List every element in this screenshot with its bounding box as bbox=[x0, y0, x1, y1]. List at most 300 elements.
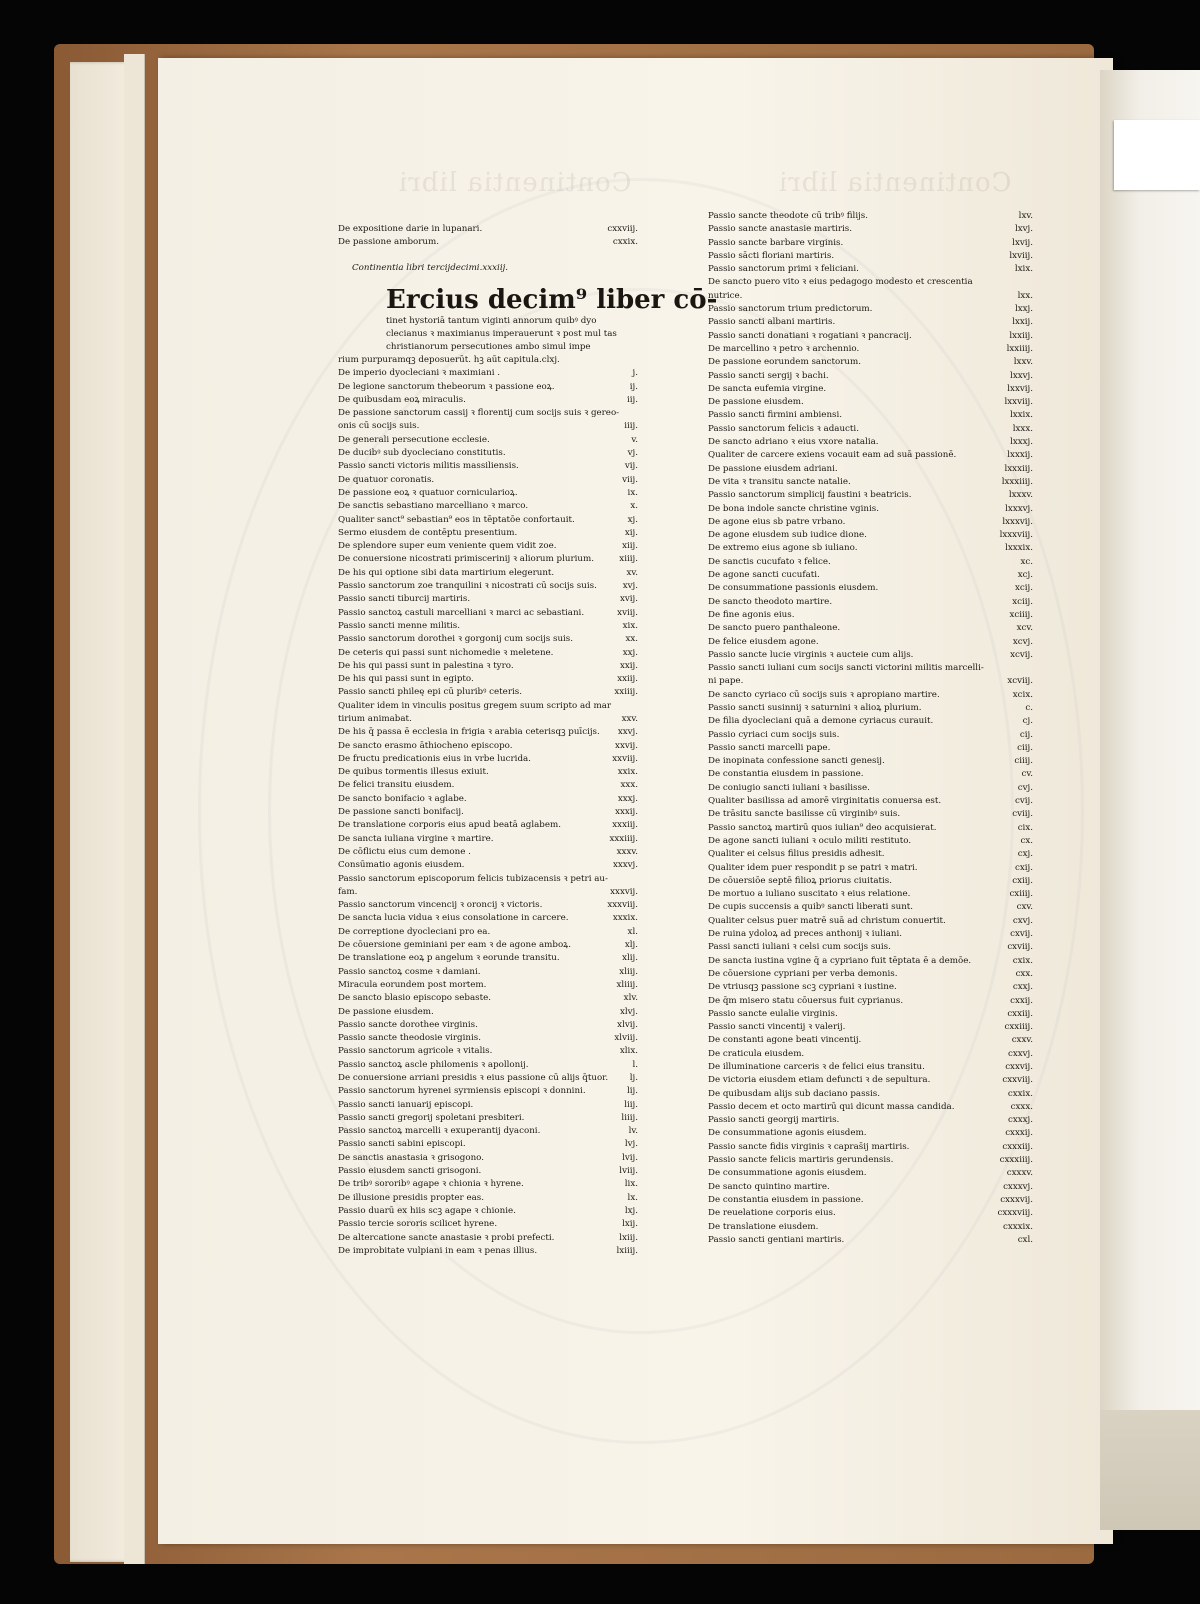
chapter-entry bbox=[338, 819, 638, 832]
chapter-entry bbox=[708, 556, 1033, 569]
chapter-entry bbox=[338, 859, 638, 872]
chapter-number: xcj. bbox=[1017, 570, 1033, 581]
chapter-entry bbox=[338, 660, 638, 673]
chapter-entry bbox=[338, 1099, 638, 1112]
chapter-title: De correptione dyocleciani pro ea. bbox=[338, 926, 491, 937]
chapter-number: xxxv. bbox=[616, 846, 638, 857]
chapter-title: De craticula eiusdem. bbox=[708, 1048, 805, 1059]
chapter-title: De mortuo a iuliano suscitato ꝛ eius relatione. bbox=[708, 889, 911, 900]
chapter-title: Passio duarū ex hiis scꝫ agape ꝛ chionie. bbox=[338, 1205, 516, 1216]
chapter-entry bbox=[708, 848, 1033, 861]
chapter-number: lxxxv. bbox=[1008, 490, 1033, 501]
chapter-entry bbox=[338, 846, 638, 859]
chapter-number: lxix. bbox=[1014, 264, 1033, 275]
chapter-number: xxxiiij. bbox=[609, 833, 638, 844]
chapter-entry bbox=[708, 370, 1033, 383]
chapter-title: Passio sancte barbare virginis. bbox=[708, 237, 844, 248]
chapter-entry bbox=[338, 367, 638, 380]
chapter-title: Qualiter basilissa ad amorē virginitatis conuersa est. bbox=[708, 796, 942, 807]
flyleaf-left bbox=[70, 62, 130, 1562]
chapter-entry bbox=[338, 1138, 638, 1151]
chapter-number: lxxxiiij. bbox=[1001, 476, 1033, 487]
chapter-entry bbox=[338, 1072, 638, 1085]
chapter-entry bbox=[708, 888, 1033, 901]
chapter-title: De filia dyocleciani quā a demone cyriacus curauit. bbox=[708, 716, 934, 727]
chapter-number: xcvj. bbox=[1012, 636, 1033, 647]
chapter-entry bbox=[338, 500, 638, 513]
chapter-number: cxiij. bbox=[1012, 875, 1033, 886]
chapter-entry bbox=[338, 1019, 638, 1032]
chapter-entry bbox=[338, 1245, 638, 1258]
chapter-entry bbox=[708, 1127, 1033, 1140]
chapter-title: De quatuor coronatis. bbox=[338, 474, 435, 485]
chapter-number: cxiiij. bbox=[1009, 889, 1033, 900]
chapter-title: De trāsitu sancte basilisse cū virginibꝰ suis. bbox=[708, 809, 901, 820]
book-title-block bbox=[338, 284, 718, 315]
chapter-number: xxvj. bbox=[617, 727, 638, 738]
chapter-entry bbox=[708, 1048, 1033, 1061]
chapter-number: xv. bbox=[626, 567, 638, 578]
chapter-number: xlj. bbox=[624, 940, 638, 951]
chapter-title: De ceteris qui passi sunt nichomedie ꝛ meletene. bbox=[338, 647, 554, 658]
chapter-number: cxxx. bbox=[1010, 1101, 1033, 1112]
chapter-number: cxx. bbox=[1015, 968, 1033, 979]
chapter-number: lx. bbox=[627, 1192, 638, 1203]
chapter-number: xcviij. bbox=[1007, 676, 1033, 687]
chapter-title: Passio sanctorum dorothei ꝛ gorgonij cum socijs suis. bbox=[338, 634, 574, 645]
chapter-entry bbox=[338, 1218, 638, 1231]
chapter-title: De his qui passi sunt in palestina ꝛ tyro. bbox=[338, 660, 514, 671]
chapter-title: De inopinata confessione sancti genesij. bbox=[708, 756, 885, 767]
chapter-number: lxxij. bbox=[1012, 317, 1033, 328]
chapter-entry bbox=[338, 633, 638, 646]
chapter-title: Passio sanctorum simplicij faustini ꝛ beatricis. bbox=[708, 490, 912, 501]
chapter-title: Passio sancti gregorij spoletani presbiteri. bbox=[338, 1112, 525, 1123]
show-through-heading-left: Continentia libri bbox=[398, 168, 632, 198]
chapter-number: lxij. bbox=[622, 1219, 638, 1230]
chapter-title: tirium animabat. bbox=[338, 713, 412, 724]
chapter-list-left bbox=[338, 367, 638, 1258]
chapter-number: lxxiiij. bbox=[1006, 343, 1033, 354]
chapter-entry bbox=[708, 968, 1033, 981]
chapter-title: De q̄m misero statu cōuersus fuit cyprianus. bbox=[708, 995, 904, 1006]
chapter-number: lxviij. bbox=[1009, 250, 1033, 261]
chapter-title: De sancto bonifacio ꝛ aglabe. bbox=[338, 793, 467, 804]
chapter-number: cxxxij. bbox=[1005, 1128, 1033, 1139]
chapter-entry bbox=[338, 1085, 638, 1098]
chapter-entry bbox=[338, 979, 638, 992]
chapter-title: De sancto puero vito ꝛ eius pedagogo modesto et crescentia bbox=[708, 277, 973, 288]
chapter-number: iij. bbox=[626, 394, 638, 405]
chapter-title: De sanctis sebastiano marcelliano ꝛ marco. bbox=[338, 501, 529, 512]
chapter-title: De improbitate vulpiani in eam ꝛ penas illius. bbox=[338, 1245, 538, 1256]
chapter-title: De conuersione nicostrati primiscerinij ꝛ aliorum plurium. bbox=[338, 554, 594, 565]
chapter-title: Passio sancti vincentij ꝛ valerij. bbox=[708, 1022, 846, 1033]
chapter-entry bbox=[338, 793, 638, 806]
chapter-number: cxxj. bbox=[1012, 982, 1033, 993]
chapter-title: De felice eiusdem agone. bbox=[708, 636, 819, 647]
chapter-number: cxvj. bbox=[1012, 915, 1033, 926]
facing-page-bottom bbox=[1100, 1410, 1200, 1530]
chapter-title: Qualiter sanct⁹ sebastian⁹ eos in tēptatōe confortauit. bbox=[338, 514, 575, 525]
chapter-number: ij. bbox=[629, 381, 638, 392]
chapter-title: De extremo eius agone sb iuliano. bbox=[708, 543, 858, 554]
chapter-number: cxxvj. bbox=[1007, 1048, 1033, 1059]
chapter-number: xxxvij. bbox=[610, 886, 638, 897]
chapter-title: De sanctis anastasia ꝛ grisogono. bbox=[338, 1152, 485, 1163]
chapter-number: xlviij. bbox=[614, 1033, 638, 1044]
chapter-number: lxiiij. bbox=[616, 1245, 638, 1256]
chapter-entry bbox=[338, 899, 638, 912]
chapter-title: Passio sancte lucie virginis ꝛ aucteie cum alijs. bbox=[708, 649, 914, 660]
chapter-number: xliiij. bbox=[616, 979, 638, 990]
chapter-title: Passio sancti firmini ambiensi. bbox=[708, 410, 843, 421]
chapter-title: De constantia eiusdem in passione. bbox=[708, 769, 864, 780]
chapter-entry bbox=[708, 582, 1033, 595]
chapter-title: Passio decem et octo martirū qui dicunt massa candida. bbox=[708, 1101, 955, 1112]
chapter-title: Passio sancte dorothee virginis. bbox=[338, 1019, 478, 1030]
chapter-entry bbox=[338, 514, 638, 527]
chapter-title: Passio sancti tiburcij martiris. bbox=[338, 594, 471, 605]
chapter-number: l. bbox=[632, 1059, 638, 1070]
chapter-entry bbox=[338, 873, 638, 886]
chapter-entry bbox=[338, 700, 638, 713]
chapter-number: lxxxj. bbox=[1010, 437, 1033, 448]
chapter-entry bbox=[708, 1114, 1033, 1127]
flyleaf-edge bbox=[124, 54, 145, 1564]
chapter-title: De agone sancti iuliani ꝛ oculo militi restituto. bbox=[708, 835, 912, 846]
chapter-number: xlvj. bbox=[619, 1006, 638, 1017]
chapter-entry bbox=[708, 901, 1033, 914]
chapter-title: Passio sanctorum primi ꝛ feliciani. bbox=[708, 264, 859, 275]
chapter-title: Passio sanctoꝝ ascle philomenis ꝛ apollonij. bbox=[338, 1059, 529, 1070]
chapter-number: cxxxiij. bbox=[1002, 1141, 1033, 1152]
chapter-number: lxxxij. bbox=[1007, 450, 1033, 461]
chapter-number: xcv. bbox=[1016, 623, 1033, 634]
chapter-number: xxxvj. bbox=[612, 860, 638, 871]
chapter-number: cx. bbox=[1020, 835, 1033, 846]
facing-page-edge bbox=[1100, 70, 1200, 1530]
chapter-title: Miracula eorundem post mortem. bbox=[338, 979, 487, 990]
contents-column-right bbox=[708, 210, 1033, 1247]
chapter-title: Passio sancti albani martiris. bbox=[708, 317, 836, 328]
chapter-entry bbox=[708, 396, 1033, 409]
chapter-number: ciij. bbox=[1017, 742, 1033, 753]
chapter-title: Passio sancti marcelli pape. bbox=[708, 742, 831, 753]
chapter-entry bbox=[708, 1221, 1033, 1234]
chapter-number: xxxix. bbox=[612, 913, 638, 924]
chapter-entry bbox=[338, 766, 638, 779]
contents-heading: Continentia libri tercijdecimi.xxxiij. bbox=[352, 262, 509, 273]
chapter-title: De consummatione agonis eiusdem. bbox=[708, 1168, 867, 1179]
chapter-title: Passio sanctorum episcoporum felicis tubizacensis ꝛ petri au- bbox=[338, 873, 608, 884]
chapter-number: cxv. bbox=[1016, 902, 1033, 913]
chapter-title: De bona indole sancte christine vginis. bbox=[708, 503, 879, 514]
chapter-entry bbox=[338, 223, 638, 236]
chapter-number: vij. bbox=[624, 461, 638, 472]
chapter-entry bbox=[708, 915, 1033, 928]
chapter-entry bbox=[338, 966, 638, 979]
chapter-entry bbox=[708, 263, 1033, 276]
chapter-number: cvj. bbox=[1017, 782, 1033, 793]
chapter-title: De sancto theodoto martire. bbox=[708, 596, 833, 607]
chapter-entry bbox=[338, 886, 638, 899]
chapter-title: De consummatione agonis eiusdem. bbox=[708, 1128, 867, 1139]
chapter-entry bbox=[338, 740, 638, 753]
chapter-title: De generali persecutione ecclesie. bbox=[338, 434, 490, 445]
chapter-title: Passio sancti sabini episcopi. bbox=[338, 1139, 466, 1150]
chapter-title: De passione eiusdem adriani. bbox=[708, 463, 838, 474]
chapter-title: De quibusdam alijs sub daciano passis. bbox=[708, 1088, 880, 1099]
chapter-entry bbox=[338, 686, 638, 699]
chapter-title: Passio sancti iuliani cum socijs sancti victorini militis marcelli- bbox=[708, 663, 984, 674]
chapter-entry bbox=[708, 1021, 1033, 1034]
chapter-number: ciiij. bbox=[1014, 756, 1033, 767]
chapter-number: xxxiij. bbox=[612, 820, 638, 831]
chapter-entry bbox=[338, 952, 638, 965]
chapter-entry bbox=[338, 527, 638, 540]
chapter-title: De sancto quintino martire. bbox=[708, 1181, 830, 1192]
chapter-title: De sancta eufemia virgine. bbox=[708, 383, 827, 394]
chapter-number: lij. bbox=[626, 1086, 638, 1097]
chapter-entry bbox=[338, 992, 638, 1005]
chapter-number: cxxxvj. bbox=[1003, 1181, 1033, 1192]
chapter-title: Passio sancti ianuarij episcopi. bbox=[338, 1099, 474, 1110]
paper-tab bbox=[1114, 120, 1200, 190]
chapter-entry bbox=[338, 1125, 638, 1138]
chapter-title: Passio sancte theodosie virginis. bbox=[338, 1033, 481, 1044]
chapter-number: cxxxix. bbox=[1002, 1221, 1033, 1232]
chapter-number: xviij. bbox=[617, 607, 638, 618]
chapter-entry bbox=[338, 567, 638, 580]
chapter-number: lxxix. bbox=[1009, 410, 1033, 421]
chapter-entry bbox=[708, 955, 1033, 968]
chapter-title: De consummatione passionis eiusdem. bbox=[708, 583, 879, 594]
chapter-title: De imperio dyocleciani ꝛ maximiani . bbox=[338, 368, 501, 379]
chapter-title: Passio sanctorum zoe tranquilini ꝛ nicostrati cū socijs suis. bbox=[338, 581, 597, 592]
chapter-entry bbox=[708, 875, 1033, 888]
chapter-number: cvij. bbox=[1014, 796, 1033, 807]
chapter-entry bbox=[338, 487, 638, 500]
chapter-entry bbox=[708, 941, 1033, 954]
chapter-entry bbox=[708, 1141, 1033, 1154]
chapter-number: xx. bbox=[625, 634, 638, 645]
chapter-entry bbox=[708, 1034, 1033, 1047]
chapter-entry bbox=[708, 1234, 1033, 1247]
chapter-title: De cōuersiōe septē filioꝝ priorus ciuitatis. bbox=[708, 875, 893, 886]
chapter-entry bbox=[338, 1232, 638, 1245]
chapter-number: lxxiij. bbox=[1009, 330, 1033, 341]
chapter-number: lxx. bbox=[1017, 290, 1033, 301]
chapter-number: ix. bbox=[627, 487, 638, 498]
chapter-entry bbox=[708, 1101, 1033, 1114]
chapter-entry bbox=[708, 755, 1033, 768]
chapter-entry bbox=[338, 806, 638, 819]
chapter-number: xcij. bbox=[1015, 583, 1033, 594]
chapter-entry bbox=[708, 782, 1033, 795]
chapter-entry bbox=[708, 237, 1033, 250]
chapter-number: lvj. bbox=[624, 1139, 638, 1150]
chapter-entry bbox=[708, 476, 1033, 489]
chapter-title: De illusione presidis propter eas. bbox=[338, 1192, 485, 1203]
chapter-number: xxxj. bbox=[617, 793, 638, 804]
chapter-title: De passione eoꝝ ꝛ quatuor cornicularioꝝ. bbox=[338, 487, 518, 498]
chapter-title: De sancto erasmo āthiocheno episcopo. bbox=[338, 740, 513, 751]
chapter-entry bbox=[708, 1154, 1033, 1167]
chapter-number: xj. bbox=[627, 514, 638, 525]
chapter-title: Passio sanctoꝝ martirū quos iulian⁹ deo acquisierat. bbox=[708, 822, 937, 833]
chapter-title: De tribꝰ sororibꝰ agape ꝛ chionia ꝛ hyrene. bbox=[338, 1179, 524, 1190]
chapter-entry bbox=[708, 636, 1033, 649]
chapter-number: lxxxvij. bbox=[1002, 516, 1033, 527]
chapter-entry bbox=[708, 609, 1033, 622]
chapter-entry bbox=[708, 210, 1033, 223]
chapter-number: cxix. bbox=[1012, 955, 1033, 966]
chapter-entry bbox=[338, 1112, 638, 1125]
chapter-entry bbox=[708, 835, 1033, 848]
chapter-title: De legione sanctorum thebeorum ꝛ passione eoꝝ. bbox=[338, 381, 555, 392]
chapter-title: Qualiter de carcere exiens vocauit eam ad suā passionē. bbox=[708, 450, 957, 461]
chapter-title: Passio sancti menne militis. bbox=[338, 620, 460, 631]
chapter-title: De splendore super eum veniente quem vidit zoe. bbox=[338, 541, 557, 552]
chapter-number: lxxvj. bbox=[1010, 370, 1033, 381]
chapter-title: Passio sanctorum trium predictorum. bbox=[708, 304, 873, 315]
chapter-title: De constantia eiusdem in passione. bbox=[708, 1194, 864, 1205]
chapter-entry bbox=[708, 569, 1033, 582]
chapter-title: Passio sanctoꝝ castuli marcelliani ꝛ marci ac sebastiani. bbox=[338, 607, 585, 618]
chapter-number: cxxiiij. bbox=[1004, 1022, 1033, 1033]
chapter-number: cxxv. bbox=[1011, 1035, 1033, 1046]
chapter-entry bbox=[708, 596, 1033, 609]
chapter-entry bbox=[338, 1059, 638, 1072]
chapter-entry bbox=[708, 649, 1033, 662]
chapter-number: xiiij. bbox=[619, 554, 638, 565]
chapter-title: Passio sancte felicis martiris gerundensis. bbox=[708, 1155, 894, 1166]
chapter-title: Qualiter idem in vinculis positus gregem suum scripto ad mar bbox=[338, 700, 612, 711]
chapter-entry bbox=[338, 939, 638, 952]
chapter-entry bbox=[338, 447, 638, 460]
chapter-title: Passio sanctorum felicis ꝛ adaucti. bbox=[708, 423, 859, 434]
chapter-title: De cōuersione cypriani per verba demonis. bbox=[708, 968, 898, 979]
chapter-entry bbox=[708, 1088, 1033, 1101]
chapter-title: Passio sancte eulalie virginis. bbox=[708, 1008, 838, 1019]
chapter-title: De vtriusqꝫ passione scꝫ cypriani ꝛ iustine. bbox=[708, 982, 897, 993]
chapter-number: xxxviij. bbox=[607, 900, 638, 911]
chapter-entry bbox=[708, 449, 1033, 462]
chapter-title: De sancta iustina vgine q̄ a cypriano fuit tēptata ē a demōe. bbox=[708, 955, 972, 966]
chapter-title: De agone eius sb patre vrbano. bbox=[708, 516, 846, 527]
chapter-entry bbox=[338, 926, 638, 939]
chapter-number: lxxj. bbox=[1014, 304, 1033, 315]
chapter-entry bbox=[708, 981, 1033, 994]
book-title: Ercius decim⁹ liber cō- bbox=[386, 284, 718, 315]
chapter-title: Passio sanctoꝝ cosme ꝛ damiani. bbox=[338, 966, 481, 977]
chapter-title: De marcellino ꝛ petro ꝛ archennio. bbox=[708, 343, 860, 354]
chapter-title: De sanctis cucufato ꝛ felice. bbox=[708, 556, 831, 567]
chapter-number: cxxix. bbox=[1007, 1088, 1033, 1099]
chapter-entry bbox=[708, 463, 1033, 476]
chapter-title: Passio sanctoꝝ marcelli ꝛ exuperantij dyaconi. bbox=[338, 1126, 541, 1137]
contents-column-left bbox=[338, 223, 718, 1258]
chapter-title: Passio sancte theodote cū tribꝰ filijs. bbox=[708, 211, 869, 221]
chapter-number: lxvij. bbox=[1012, 237, 1033, 248]
chapter-number: vj. bbox=[627, 448, 638, 459]
chapter-title: De sancta lucia vidua ꝛ eius consolatione in carcere. bbox=[338, 913, 569, 924]
chapter-list-right bbox=[708, 210, 1033, 1247]
chapter-title: De cōuersione geminiani per eam ꝛ de agone amboꝝ. bbox=[338, 940, 571, 951]
chapter-number: liiij. bbox=[621, 1112, 638, 1123]
chapter-entry bbox=[708, 290, 1033, 303]
chapter-entry bbox=[708, 223, 1033, 236]
chapter-entry bbox=[708, 316, 1033, 329]
chapter-entry bbox=[708, 503, 1033, 516]
chapter-title: fam. bbox=[338, 886, 358, 897]
chapter-title: Sermo eiusdem de contēptu presentium. bbox=[338, 527, 518, 538]
chapter-number: xxv. bbox=[621, 713, 638, 724]
chapter-number: lxxx. bbox=[1012, 423, 1033, 434]
chapter-entry bbox=[338, 593, 638, 606]
chapter-number: lxj. bbox=[624, 1205, 638, 1216]
chapter-number: xcix. bbox=[1012, 689, 1033, 700]
chapter-number: xxx. bbox=[620, 780, 638, 791]
chapter-entry bbox=[708, 689, 1033, 702]
chapter-number: cxviij. bbox=[1007, 942, 1033, 953]
chapter-title: De sancto cyriaco cū socijs suis ꝛ apropiano martire. bbox=[708, 689, 940, 700]
chapter-title: De cōflictu eius cum demone . bbox=[338, 846, 471, 857]
chapter-entry bbox=[338, 580, 638, 593]
chapter-number: lxvj. bbox=[1014, 224, 1033, 235]
chapter-number: lj. bbox=[629, 1073, 638, 1083]
chapter-number: lxxxiij. bbox=[1004, 463, 1033, 474]
chapter-entry bbox=[708, 542, 1033, 555]
chapter-number: cxxxiiij. bbox=[999, 1155, 1033, 1166]
chapter-entry bbox=[338, 474, 638, 487]
chapter-title: De illuminatione carceris ꝛ de felici eius transitu. bbox=[708, 1062, 925, 1072]
chapter-number: xciij. bbox=[1012, 596, 1033, 607]
chapter-number: xlix. bbox=[619, 1046, 638, 1057]
chapter-title: De quibusdam eoꝝ miraculis. bbox=[338, 394, 466, 405]
chapter-number: cxxviij. bbox=[607, 224, 638, 234]
chapter-entry bbox=[708, 862, 1033, 875]
chapter-title: De fructu predicationis eius in vrbe lucrida. bbox=[338, 753, 531, 764]
chapter-number: lviij. bbox=[619, 1166, 638, 1177]
chapter-title: De sancto blasio episcopo sebaste. bbox=[338, 993, 491, 1004]
chapter-title: De his q̄ passa ē ecclesia in frigia ꝛ arabia ceterisqꝫ puīcijs. bbox=[338, 727, 600, 738]
book-intro-end: rium purpuramqꝫ deposuerūt. hꝫ aūt capitula.clxj. bbox=[338, 355, 560, 366]
chapter-entry bbox=[338, 779, 638, 792]
chapter-number: xxviij. bbox=[612, 753, 638, 764]
chapter-entry bbox=[708, 675, 1033, 688]
chapter-title: De vita ꝛ transitu sancte natalie. bbox=[708, 476, 851, 487]
chapter-entry bbox=[708, 768, 1033, 781]
chapter-title: De constanti agone beati vincentij. bbox=[708, 1035, 862, 1046]
chapter-title: De passione eorundem sanctorum. bbox=[708, 357, 862, 368]
chapter-number: iiij. bbox=[624, 421, 638, 432]
chapter-entry bbox=[708, 1061, 1033, 1074]
chapter-number: lxiij. bbox=[619, 1232, 638, 1243]
chapter-entry bbox=[708, 729, 1033, 742]
chapter-title: De felici transitu eiusdem. bbox=[338, 780, 455, 791]
chapter-number: j. bbox=[632, 368, 638, 379]
chapter-entry bbox=[708, 489, 1033, 502]
chapter-title: Qualiter celsus puer matrē suā ad christum conuertit. bbox=[708, 915, 946, 926]
chapter-title: Passio sancte fidis virginis ꝛ capras̄ij martiris. bbox=[708, 1141, 910, 1152]
chapter-number: lxxxix. bbox=[1005, 543, 1033, 554]
chapter-entry bbox=[338, 1205, 638, 1218]
chapter-entry bbox=[708, 343, 1033, 356]
chapter-title: De passione sanctorum cassij ꝛ florentij cum socijs suis ꝛ gereo- bbox=[338, 408, 620, 419]
chapter-entry bbox=[708, 356, 1033, 369]
